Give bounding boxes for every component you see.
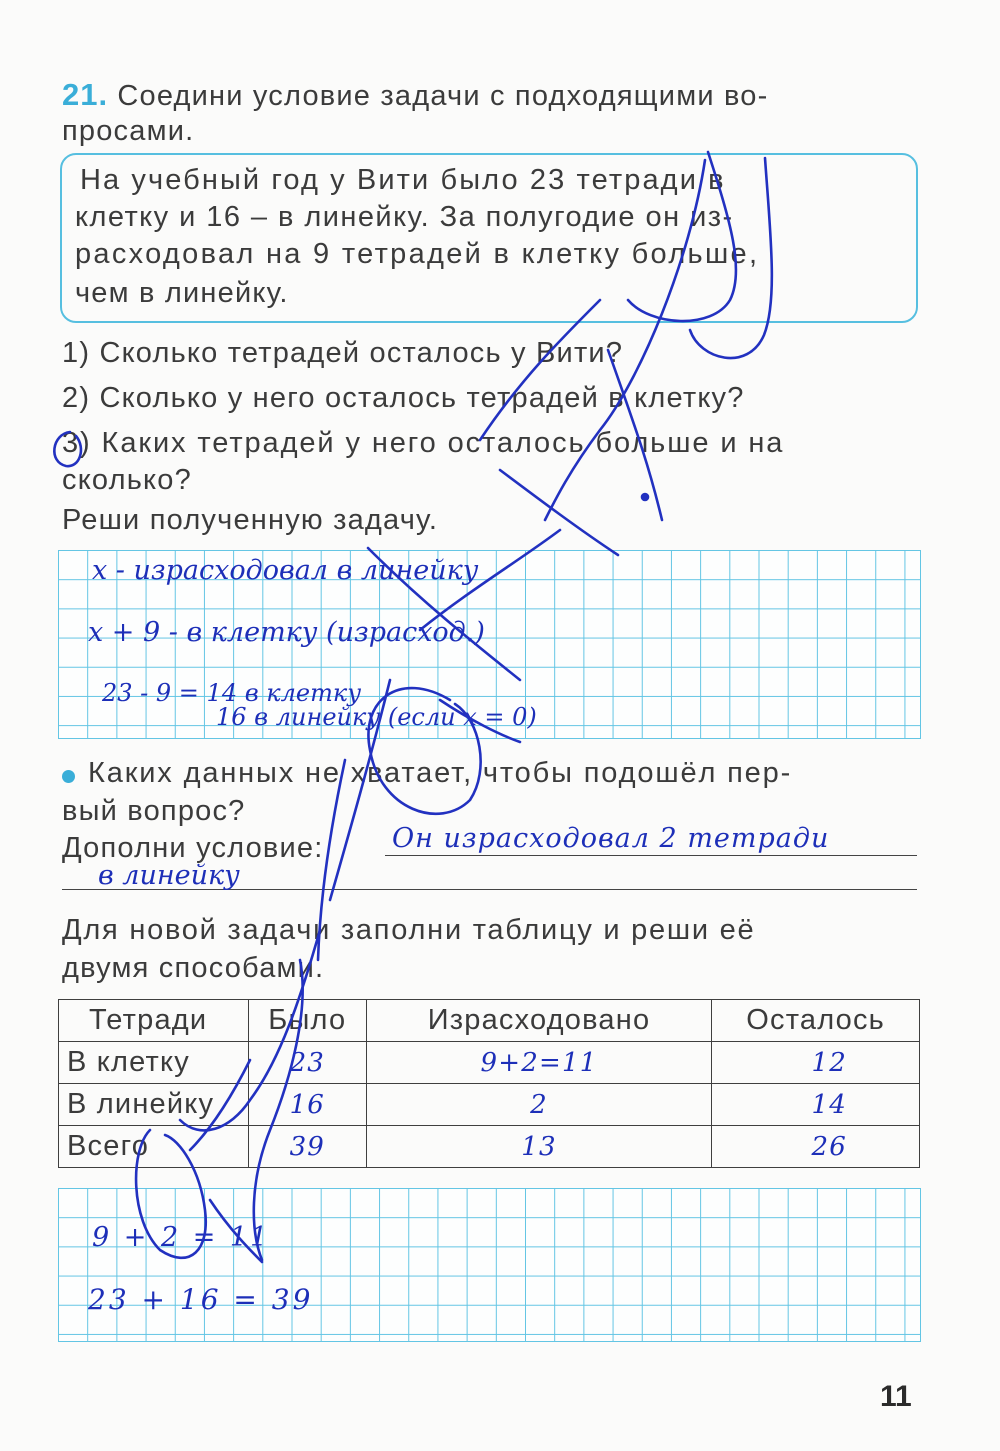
header-cell: Было — [248, 1000, 366, 1042]
row-label: В линейку — [59, 1084, 249, 1126]
condition-line2: клетку и 16 – в линейку. За полугодие он из- — [75, 201, 734, 233]
question-1: 1) Сколько тетрадей осталось у Вити? — [62, 337, 624, 369]
header-cell: Осталось — [712, 1000, 920, 1042]
question-3-line1: 3) Каких тетрадей у него осталось больше и на — [62, 427, 785, 459]
missing-data-question-line2: вый вопрос? — [62, 795, 246, 827]
cell-bylo: 23 — [248, 1042, 366, 1084]
cell-bylo: 16 — [248, 1084, 366, 1126]
task-title-line1: Соедини условие задачи с подходящими во- — [117, 80, 769, 112]
condition-line3: расходовал на 9 тетрадей в клетку больше, — [75, 238, 760, 270]
task-title-line2: просами. — [62, 115, 195, 147]
row-label: В клетку — [59, 1042, 249, 1084]
task-header — [62, 76, 768, 115]
grid1-line1: x - израсходовал в линейку — [92, 555, 479, 586]
grid2-line1: 9 + 2 = 11 — [92, 1222, 271, 1253]
condition-line1: На учебный год у Вити было 23 тетради в — [80, 164, 726, 196]
cell-left: 12 — [712, 1042, 920, 1084]
table-row — [59, 1042, 920, 1084]
data-table — [58, 999, 920, 1168]
cell-spent: 9+2=11 — [366, 1042, 711, 1084]
complete-condition-label: Дополни условие: — [62, 832, 324, 864]
table-header-row — [59, 1000, 920, 1042]
header-cell: Израсходовано — [366, 1000, 711, 1042]
table-row — [59, 1084, 920, 1126]
cell-left: 14 — [712, 1084, 920, 1126]
grid2-line2: 23 + 16 = 39 — [88, 1283, 314, 1316]
cell-left: 26 — [712, 1126, 920, 1168]
cell-spent: 13 — [366, 1126, 711, 1168]
completion-answer-line1: Он израсходовал 2 тетради — [392, 823, 830, 854]
question-2: 2) Сколько у него осталось тетрадей в клетку? — [62, 382, 745, 414]
completion-answer-line2: в линейку — [98, 860, 240, 891]
task-number: 21. — [62, 77, 109, 112]
grid1-line4: 16 в линейку (если x = 0) — [216, 703, 537, 731]
solve-prompt: Реши полученную задачу. — [62, 504, 439, 536]
answer-line-1 — [385, 855, 917, 856]
new-task-line2: двумя способами. — [62, 952, 325, 984]
answer-grid-2 — [58, 1188, 921, 1342]
grid1-line2: x + 9 - в клетку (израсход.) — [88, 617, 485, 648]
new-task-line1: Для новой задачи заполни таблицу и реши её — [62, 914, 756, 946]
condition-line4: чем в линейку. — [75, 277, 289, 309]
missing-data-question-line1: Каких данных не хватает, чтобы подошёл пер- — [88, 757, 793, 789]
table-row — [59, 1126, 920, 1168]
cell-spent: 2 — [366, 1084, 711, 1126]
grid1-line3: 23 - 9 = 14 в клетку — [102, 679, 362, 707]
cell-bylo: 39 — [248, 1126, 366, 1168]
page-number: 11 — [880, 1380, 912, 1413]
bullet-icon — [62, 770, 75, 783]
header-cell: Тетради — [59, 1000, 249, 1042]
question-3-line2: сколько? — [62, 464, 192, 496]
row-label: Всего — [59, 1126, 249, 1168]
